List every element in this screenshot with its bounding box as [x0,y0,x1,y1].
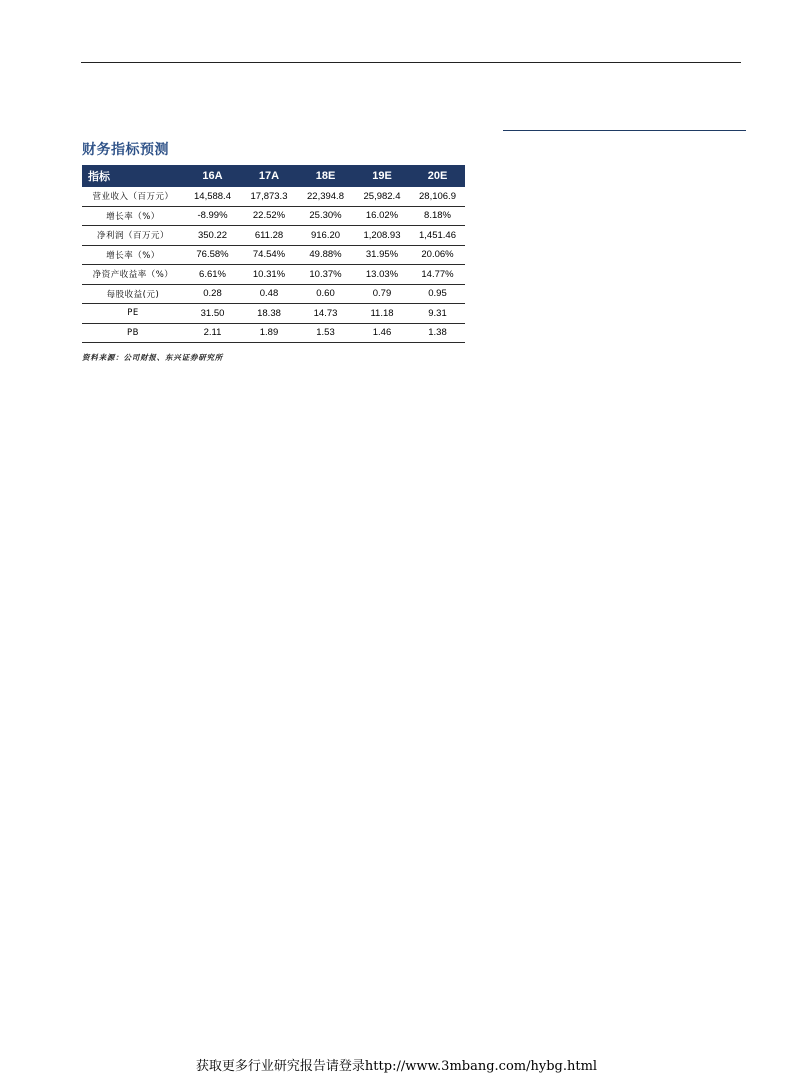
column-header: 16A [184,165,241,187]
table-cell: 0.95 [410,284,465,304]
section-title: 财务指标预测 [82,142,169,158]
column-header: 指标 [82,165,184,187]
table-cell: 11.18 [354,304,410,324]
table-cell: 74.54% [241,245,297,265]
table-cell: 14,588.4 [184,187,241,206]
table-cell: 16.02% [354,206,410,226]
table-cell: 14.73 [297,304,354,324]
table-cell: 14.77% [410,265,465,285]
table-cell: 1,451.46 [410,226,465,246]
table-header-row [82,165,465,187]
table-cell: 8.18% [410,206,465,226]
table-cell: 18.38 [241,304,297,324]
row-label: 增长率（%） [82,245,184,265]
table-cell: 1.53 [297,323,354,343]
row-label: 增长率（%） [82,206,184,226]
table-cell: 31.95% [354,245,410,265]
table-cell: 0.60 [297,284,354,304]
table-cell: 13.03% [354,265,410,285]
column-header: 19E [354,165,410,187]
table-cell: 1.89 [241,323,297,343]
table-row [82,245,465,265]
table-cell: 10.37% [297,265,354,285]
table-cell: 10.31% [241,265,297,285]
table-cell: -8.99% [184,206,241,226]
table-cell: 76.58% [184,245,241,265]
row-label: 每股收益(元) [82,284,184,304]
table-row [82,304,465,324]
row-label: PE [82,304,184,324]
table-cell: 1.38 [410,323,465,343]
table-cell: 49.88% [297,245,354,265]
table-cell: 17,873.3 [241,187,297,206]
source-note: 资料来源：公司财报、东兴证券研究所 [82,353,224,362]
table-cell: 1.46 [354,323,410,343]
table-cell: 22,394.8 [297,187,354,206]
table-cell: 28,106.9 [410,187,465,206]
table-cell: 20.06% [410,245,465,265]
table-row [82,206,465,226]
sidebar-rule [503,130,746,131]
table-cell: 0.48 [241,284,297,304]
table-cell: 350.22 [184,226,241,246]
table-row [82,323,465,343]
header-rule [81,62,741,63]
table-cell: 31.50 [184,304,241,324]
footer-link-text: 获取更多行业研究报告请登录http://www.3mbang.com/hybg.html [195,1059,598,1074]
financial-forecast-table [82,165,465,343]
table-row [82,265,465,285]
table-cell: 916.20 [297,226,354,246]
row-label: 净利润（百万元） [82,226,184,246]
table-cell: 9.31 [410,304,465,324]
table-row [82,226,465,246]
table-row [82,187,465,206]
table-cell: 25.30% [297,206,354,226]
table-cell: 0.79 [354,284,410,304]
table-cell: 611.28 [241,226,297,246]
row-label: 净资产收益率（%） [82,265,184,285]
table-row [82,284,465,304]
column-header: 18E [297,165,354,187]
row-label: 营业收入（百万元） [82,187,184,206]
column-header: 20E [410,165,465,187]
table-cell: 1,208.93 [354,226,410,246]
table-cell: 6.61% [184,265,241,285]
table-cell: 22.52% [241,206,297,226]
table-cell: 2.11 [184,323,241,343]
column-header: 17A [241,165,297,187]
table-cell: 0.28 [184,284,241,304]
table-cell: 25,982.4 [354,187,410,206]
row-label: PB [82,323,184,343]
